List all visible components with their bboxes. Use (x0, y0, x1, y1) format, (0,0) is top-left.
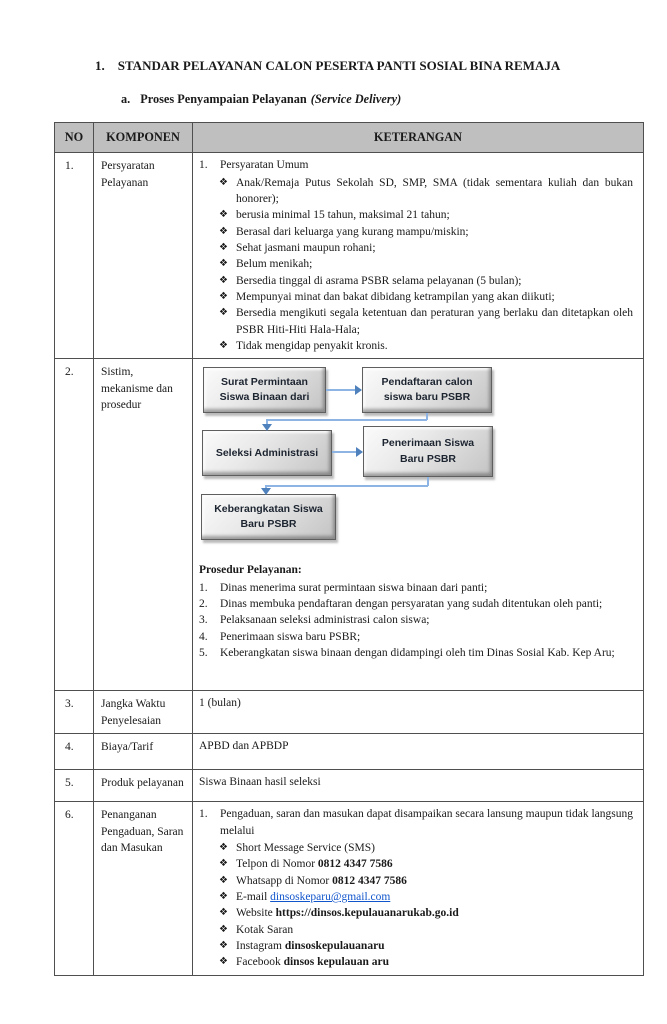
service-standard-table (54, 122, 644, 976)
row-number: 2. (55, 359, 94, 691)
diamond-bullet-icon: ❖ (219, 258, 228, 270)
list-item (219, 305, 633, 338)
contact-item (219, 840, 633, 856)
list-item-text: Belum menikah; (236, 258, 313, 271)
numbered-item (199, 806, 633, 839)
procedure-steps (199, 580, 633, 662)
contact-text: Kotak Saran (236, 923, 294, 936)
subtitle-italic: (Service Delivery) (310, 92, 402, 106)
table-row-pengaduan (55, 802, 644, 975)
arrow-down-icon (262, 424, 272, 431)
arrow-line (326, 389, 355, 391)
item-number: 1. (199, 159, 208, 172)
keterangan-value: Siswa Binaan hasil seleksi (193, 770, 644, 802)
diamond-bullet-icon: ❖ (219, 176, 228, 188)
contact-item (219, 905, 633, 921)
page-subtitle (121, 91, 401, 108)
list-item (219, 224, 633, 240)
table-row-persyaratan (55, 153, 644, 359)
diamond-bullet-icon: ❖ (219, 858, 228, 870)
item-number: 1. (199, 808, 208, 821)
keterangan-cell (193, 153, 644, 359)
diamond-bullet-icon: ❖ (219, 940, 228, 952)
item-title: Persyaratan Umum (220, 159, 309, 172)
email-link[interactable]: dinsoskeparu@gmail.com (270, 891, 391, 904)
page-title (95, 57, 560, 75)
komponen-label: Penanganan Pengaduan, Saran dan Masukan (94, 802, 193, 975)
komponen-label: Jangka Waktu Penyelesaian (94, 691, 193, 734)
keterangan-cell (193, 802, 644, 975)
komponen-label: Biaya/Tarif (94, 734, 193, 770)
keterangan-value: APBD dan APBDP (193, 734, 644, 770)
list-item (219, 175, 633, 208)
diamond-bullet-icon: ❖ (219, 340, 228, 352)
row-number: 1. (55, 153, 94, 359)
keterangan-cell (193, 359, 644, 691)
list-item (219, 338, 633, 354)
list-item-text: Anak/Remaja Putus Sekolah SD, SMP, SMA (tidak sementara kuliah dan bukan honorer); (236, 176, 633, 206)
list-item-text: Tidak mengidap penyakit kronis. (236, 340, 388, 353)
title-text: STANDAR PELAYANAN CALON PESERTA PANTI SOSIAL BINA REMAJA (117, 58, 561, 73)
table-row-prosedur (55, 359, 644, 691)
contact-value-bold: https://dinsos.kepulauanarukab.go.id (275, 907, 459, 920)
numbered-item (199, 157, 633, 173)
list-item-text: Bersedia tinggal di asrama PSBR selama pelayanan (5 bulan); (236, 274, 522, 287)
contact-value-bold: dinsoskepulauanaru (284, 940, 385, 953)
diamond-bullet-icon: ❖ (219, 907, 228, 919)
flow-box-seleksi: Seleksi Administrasi (202, 430, 332, 476)
subtitle-text: Proses Penyampaian Pelayanan (140, 92, 307, 106)
procedure-step (199, 629, 633, 645)
diamond-bullet-icon: ❖ (219, 225, 228, 237)
contact-value-bold: 0812 4347 7586 (317, 858, 393, 871)
step-number: 1. (199, 581, 208, 594)
contact-item (219, 922, 633, 938)
connector-line (266, 419, 427, 421)
header-komponen: KOMPONEN (94, 123, 193, 153)
diamond-bullet-icon: ❖ (219, 891, 228, 903)
list-item-text: Bersedia mengikuti segala ketentuan dan peraturan yang berlaku dan ditetapkan oleh PSBR Hiti-Hiti Hala-Hala; (236, 307, 633, 336)
row-number: 5. (55, 770, 94, 802)
title-number: 1. (95, 58, 105, 73)
list-item-text: Sehat jasmani maupun rohani; (236, 242, 376, 255)
procedure-step (199, 645, 633, 661)
diamond-bullet-icon: ❖ (219, 923, 228, 935)
list-item (219, 256, 633, 272)
complaint-intro-text: Pengaduan, saran dan masukan dapat disampaikan secara lansung maupun tidak langsung melalui (220, 808, 633, 837)
komponen-label: Persyaratan Pelayanan (94, 153, 193, 359)
keterangan-value: 1 (bulan) (193, 691, 644, 734)
table-header-row (55, 123, 644, 153)
header-no: NO (55, 123, 94, 153)
row-number: 6. (55, 802, 94, 975)
contact-value-bold: 0812 4347 7586 (332, 874, 407, 887)
flow-box-keberangkatan: Keberangkatan Siswa Baru PSBR (201, 494, 336, 540)
diamond-bullet-icon: ❖ (219, 307, 228, 319)
step-number: 3. (199, 614, 208, 627)
step-text: Keberangkatan siswa binaan dengan didampingi oleh tim Dinas Sosial Kab. Kep Aru; (220, 647, 615, 660)
arrow-right-icon (356, 447, 363, 457)
subtitle-letter: a. (121, 92, 131, 106)
step-number: 2. (199, 598, 208, 611)
procedure-flowchart (193, 359, 643, 554)
list-item (219, 207, 633, 223)
list-item (219, 289, 633, 305)
list-item-text: berusia minimal 15 tahun, maksimal 21 tahun; (236, 209, 450, 222)
flow-box-surat-permintaan: Surat Permintaan Siswa Binaan dari (203, 367, 326, 413)
contact-item (219, 938, 633, 954)
arrow-down-icon (261, 488, 271, 495)
contact-item (219, 889, 633, 905)
step-number: 4. (199, 630, 208, 643)
contact-item (219, 873, 633, 889)
contact-channels-list (199, 840, 633, 971)
requirements-list (199, 175, 633, 355)
procedure-step (199, 596, 633, 612)
contact-text: Website https://dinsos.kepulauanarukab.go.id (236, 907, 459, 920)
contact-text: Short Message Service (SMS) (236, 842, 375, 855)
contact-text: Instagram dinsoskepulauanaru (236, 940, 385, 953)
diamond-bullet-icon: ❖ (219, 274, 228, 286)
step-text: Dinas menerima surat permintaan siswa binaan dari panti; (220, 581, 488, 594)
step-number: 5. (199, 647, 208, 660)
contact-text: E-mail dinsoskeparu@gmail.com (236, 891, 391, 904)
list-item-text: Berasal dari keluarga yang kurang mampu/miskin; (236, 225, 469, 238)
list-item (219, 273, 633, 289)
flow-box-pendaftaran: Pendaftaran calon siswa baru PSBR (362, 367, 492, 413)
list-item-text: Mempunyai minat dan bakat dibidang ketrampilan yang akan diikuti; (236, 291, 555, 304)
procedure-step (199, 580, 633, 596)
step-text: Dinas membuka pendaftaran dengan persyaratan yang sudah ditentukan oleh panti; (220, 598, 603, 611)
table-row-biaya (55, 734, 644, 770)
diamond-bullet-icon: ❖ (219, 842, 228, 854)
diamond-bullet-icon: ❖ (219, 291, 228, 303)
procedure-heading: Prosedur Pelayanan: (199, 564, 302, 577)
diamond-bullet-icon: ❖ (219, 209, 228, 221)
row-number: 4. (55, 734, 94, 770)
contact-text: Whatsapp di Nomor 0812 4347 7586 (236, 874, 407, 887)
contact-value-bold: dinsos kepulauan aru (283, 956, 390, 969)
diamond-bullet-icon: ❖ (219, 242, 228, 254)
komponen-label: Produk pelayanan (94, 770, 193, 802)
contact-text: Telpon di Nomor 0812 4347 7586 (236, 858, 393, 871)
table-row-produk (55, 770, 644, 802)
diamond-bullet-icon: ❖ (219, 874, 228, 886)
table-row-jangka-waktu (55, 691, 644, 734)
arrow-line (332, 451, 356, 453)
contact-item (219, 856, 633, 872)
komponen-label: Sistim, mekanisme dan prosedur (94, 359, 193, 691)
procedure-step (199, 612, 633, 628)
row-number: 3. (55, 691, 94, 734)
list-item (219, 240, 633, 256)
arrow-right-icon (355, 385, 362, 395)
procedure-section (193, 554, 643, 661)
header-keterangan: KETERANGAN (193, 123, 644, 153)
contact-item (219, 954, 633, 970)
connector-line (265, 485, 428, 487)
step-text: Pelaksanaan seleksi administrasi calon siswa; (220, 614, 430, 627)
flow-box-penerimaan: Penerimaan Siswa Baru PSBR (363, 426, 493, 477)
diamond-bullet-icon: ❖ (219, 956, 228, 968)
contact-text: Facebook dinsos kepulauan aru (236, 956, 390, 969)
step-text: Penerimaan siswa baru PSBR; (220, 630, 361, 643)
